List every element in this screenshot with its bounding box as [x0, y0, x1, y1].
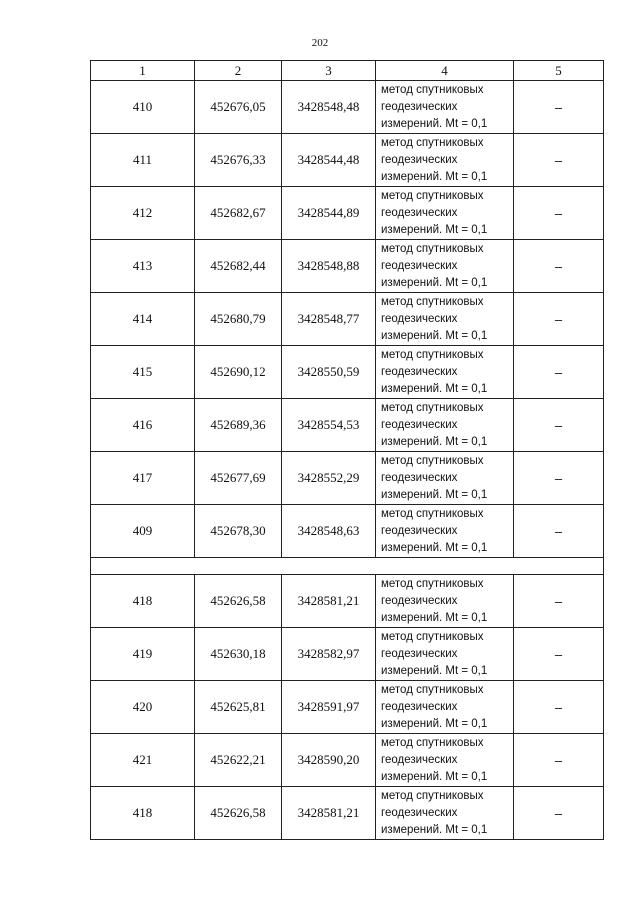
- method-line-3: измерений. Mt = 0,1: [381, 435, 488, 448]
- method-cell: [376, 134, 514, 187]
- method-cell: [376, 505, 514, 558]
- point-number-cell: 417: [91, 452, 195, 505]
- x-coordinate-cell: 452676,33: [195, 134, 282, 187]
- method-line-3: измерений. Mt = 0,1: [381, 770, 488, 783]
- point-number-cell: 413: [91, 240, 195, 293]
- note-cell: –: [514, 187, 604, 240]
- table-row: [91, 399, 604, 452]
- x-coordinate-cell: 452678,30: [195, 505, 282, 558]
- method-line-3: измерений. Mt = 0,1: [381, 117, 488, 130]
- method-line-3: измерений. Mt = 0,1: [381, 223, 488, 236]
- y-coordinate-cell: 3428544,89: [282, 187, 376, 240]
- method-cell: [376, 452, 514, 505]
- method-line-2: геодезических: [381, 471, 458, 484]
- point-number-cell: 416: [91, 399, 195, 452]
- method-cell: [376, 293, 514, 346]
- x-coordinate-cell: 452680,79: [195, 293, 282, 346]
- x-coordinate-cell: 452625,81: [195, 681, 282, 734]
- method-cell: [376, 787, 514, 840]
- table-row: [91, 575, 604, 628]
- method-cell: [376, 187, 514, 240]
- table-row: [91, 734, 604, 787]
- table-row: [91, 452, 604, 505]
- y-coordinate-cell: 3428548,48: [282, 81, 376, 134]
- y-coordinate-cell: 3428548,88: [282, 240, 376, 293]
- note-cell: –: [514, 681, 604, 734]
- x-coordinate-cell: 452676,05: [195, 81, 282, 134]
- method-line-3: измерений. Mt = 0,1: [381, 276, 488, 289]
- method-line-1: метод спутниковых: [381, 401, 484, 414]
- point-number-cell: 420: [91, 681, 195, 734]
- method-line-1: метод спутниковых: [381, 683, 484, 696]
- note-cell: –: [514, 734, 604, 787]
- method-line-2: геодезических: [381, 100, 458, 113]
- x-coordinate-cell: 452626,58: [195, 787, 282, 840]
- method-line-1: метод спутниковых: [381, 295, 484, 308]
- note-cell: –: [514, 240, 604, 293]
- table-row: [91, 187, 604, 240]
- y-coordinate-cell: 3428590,20: [282, 734, 376, 787]
- method-line-3: измерений. Mt = 0,1: [381, 170, 488, 183]
- point-number-cell: 410: [91, 81, 195, 134]
- note-cell: –: [514, 628, 604, 681]
- point-number-cell: 421: [91, 734, 195, 787]
- method-line-2: геодезических: [381, 312, 458, 325]
- method-line-3: измерений. Mt = 0,1: [381, 541, 488, 554]
- method-line-3: измерений. Mt = 0,1: [381, 488, 488, 501]
- y-coordinate-cell: 3428581,21: [282, 575, 376, 628]
- method-line-2: геодезических: [381, 365, 458, 378]
- method-line-2: геодезических: [381, 418, 458, 431]
- x-coordinate-cell: 452682,44: [195, 240, 282, 293]
- method-cell: [376, 575, 514, 628]
- coordinates-table: [90, 60, 604, 840]
- y-coordinate-cell: 3428544,48: [282, 134, 376, 187]
- table-row: [91, 681, 604, 734]
- table-row: [91, 81, 604, 134]
- y-coordinate-cell: 3428554,53: [282, 399, 376, 452]
- note-cell: –: [514, 346, 604, 399]
- table-row: [91, 240, 604, 293]
- point-number-cell: 414: [91, 293, 195, 346]
- method-line-3: измерений. Mt = 0,1: [381, 382, 488, 395]
- method-line-2: геодезических: [381, 153, 458, 166]
- table-row: [91, 293, 604, 346]
- method-cell: [376, 81, 514, 134]
- x-coordinate-cell: 452622,21: [195, 734, 282, 787]
- page-number: 202: [311, 37, 329, 49]
- method-line-2: геодезических: [381, 206, 458, 219]
- header-col-3: 3: [282, 61, 376, 81]
- note-cell: –: [514, 505, 604, 558]
- method-cell: [376, 346, 514, 399]
- method-line-2: геодезических: [381, 806, 458, 819]
- point-number-cell: 418: [91, 575, 195, 628]
- method-line-2: геодезических: [381, 647, 458, 660]
- method-line-2: геодезических: [381, 524, 458, 537]
- note-cell: –: [514, 452, 604, 505]
- method-line-2: геодезических: [381, 753, 458, 766]
- method-line-1: метод спутниковых: [381, 454, 484, 467]
- table-row: [91, 346, 604, 399]
- point-number-cell: 412: [91, 187, 195, 240]
- note-cell: –: [514, 81, 604, 134]
- header-col-2: 2: [195, 61, 282, 81]
- method-line-1: метод спутниковых: [381, 242, 484, 255]
- method-line-3: измерений. Mt = 0,1: [381, 329, 488, 342]
- table-row: [91, 628, 604, 681]
- y-coordinate-cell: 3428550,59: [282, 346, 376, 399]
- method-line-1: метод спутниковых: [381, 189, 484, 202]
- x-coordinate-cell: 452689,36: [195, 399, 282, 452]
- header-col-1: 1: [91, 61, 195, 81]
- table-row: [91, 134, 604, 187]
- y-coordinate-cell: 3428582,97: [282, 628, 376, 681]
- x-coordinate-cell: 452630,18: [195, 628, 282, 681]
- method-line-2: геодезических: [381, 259, 458, 272]
- note-cell: –: [514, 575, 604, 628]
- header-col-5: 5: [514, 61, 604, 81]
- method-line-3: измерений. Mt = 0,1: [381, 823, 488, 836]
- method-line-1: метод спутниковых: [381, 736, 484, 749]
- method-line-1: метод спутниковых: [381, 789, 484, 802]
- method-cell: [376, 628, 514, 681]
- method-cell: [376, 399, 514, 452]
- note-cell: –: [514, 787, 604, 840]
- note-cell: –: [514, 399, 604, 452]
- x-coordinate-cell: 452690,12: [195, 346, 282, 399]
- header-col-4: 4: [376, 61, 514, 81]
- x-coordinate-cell: 452677,69: [195, 452, 282, 505]
- method-line-1: метод спутниковых: [381, 136, 484, 149]
- point-number-cell: 415: [91, 346, 195, 399]
- y-coordinate-cell: 3428548,77: [282, 293, 376, 346]
- contour-separator-row: [91, 558, 604, 575]
- point-number-cell: 418: [91, 787, 195, 840]
- y-coordinate-cell: 3428581,21: [282, 787, 376, 840]
- y-coordinate-cell: 3428552,29: [282, 452, 376, 505]
- method-line-3: измерений. Mt = 0,1: [381, 664, 488, 677]
- method-cell: [376, 734, 514, 787]
- table-row: [91, 505, 604, 558]
- table-header-row: [91, 61, 604, 81]
- method-line-1: метод спутниковых: [381, 348, 484, 361]
- method-line-1: метод спутниковых: [381, 630, 484, 643]
- table-body: [91, 61, 604, 840]
- method-cell: [376, 681, 514, 734]
- table-row: [91, 787, 604, 840]
- method-line-2: геодезических: [381, 700, 458, 713]
- y-coordinate-cell: 3428591,97: [282, 681, 376, 734]
- method-line-3: измерений. Mt = 0,1: [381, 611, 488, 624]
- note-cell: –: [514, 293, 604, 346]
- point-number-cell: 419: [91, 628, 195, 681]
- y-coordinate-cell: 3428548,63: [282, 505, 376, 558]
- method-line-1: метод спутниковых: [381, 83, 484, 96]
- x-coordinate-cell: 452682,67: [195, 187, 282, 240]
- method-line-1: метод спутниковых: [381, 577, 484, 590]
- method-line-1: метод спутниковых: [381, 507, 484, 520]
- point-number-cell: 409: [91, 505, 195, 558]
- contour-separator-cell: [91, 558, 604, 575]
- point-number-cell: 411: [91, 134, 195, 187]
- method-cell: [376, 240, 514, 293]
- method-line-2: геодезических: [381, 594, 458, 607]
- note-cell: –: [514, 134, 604, 187]
- x-coordinate-cell: 452626,58: [195, 575, 282, 628]
- method-line-3: измерений. Mt = 0,1: [381, 717, 488, 730]
